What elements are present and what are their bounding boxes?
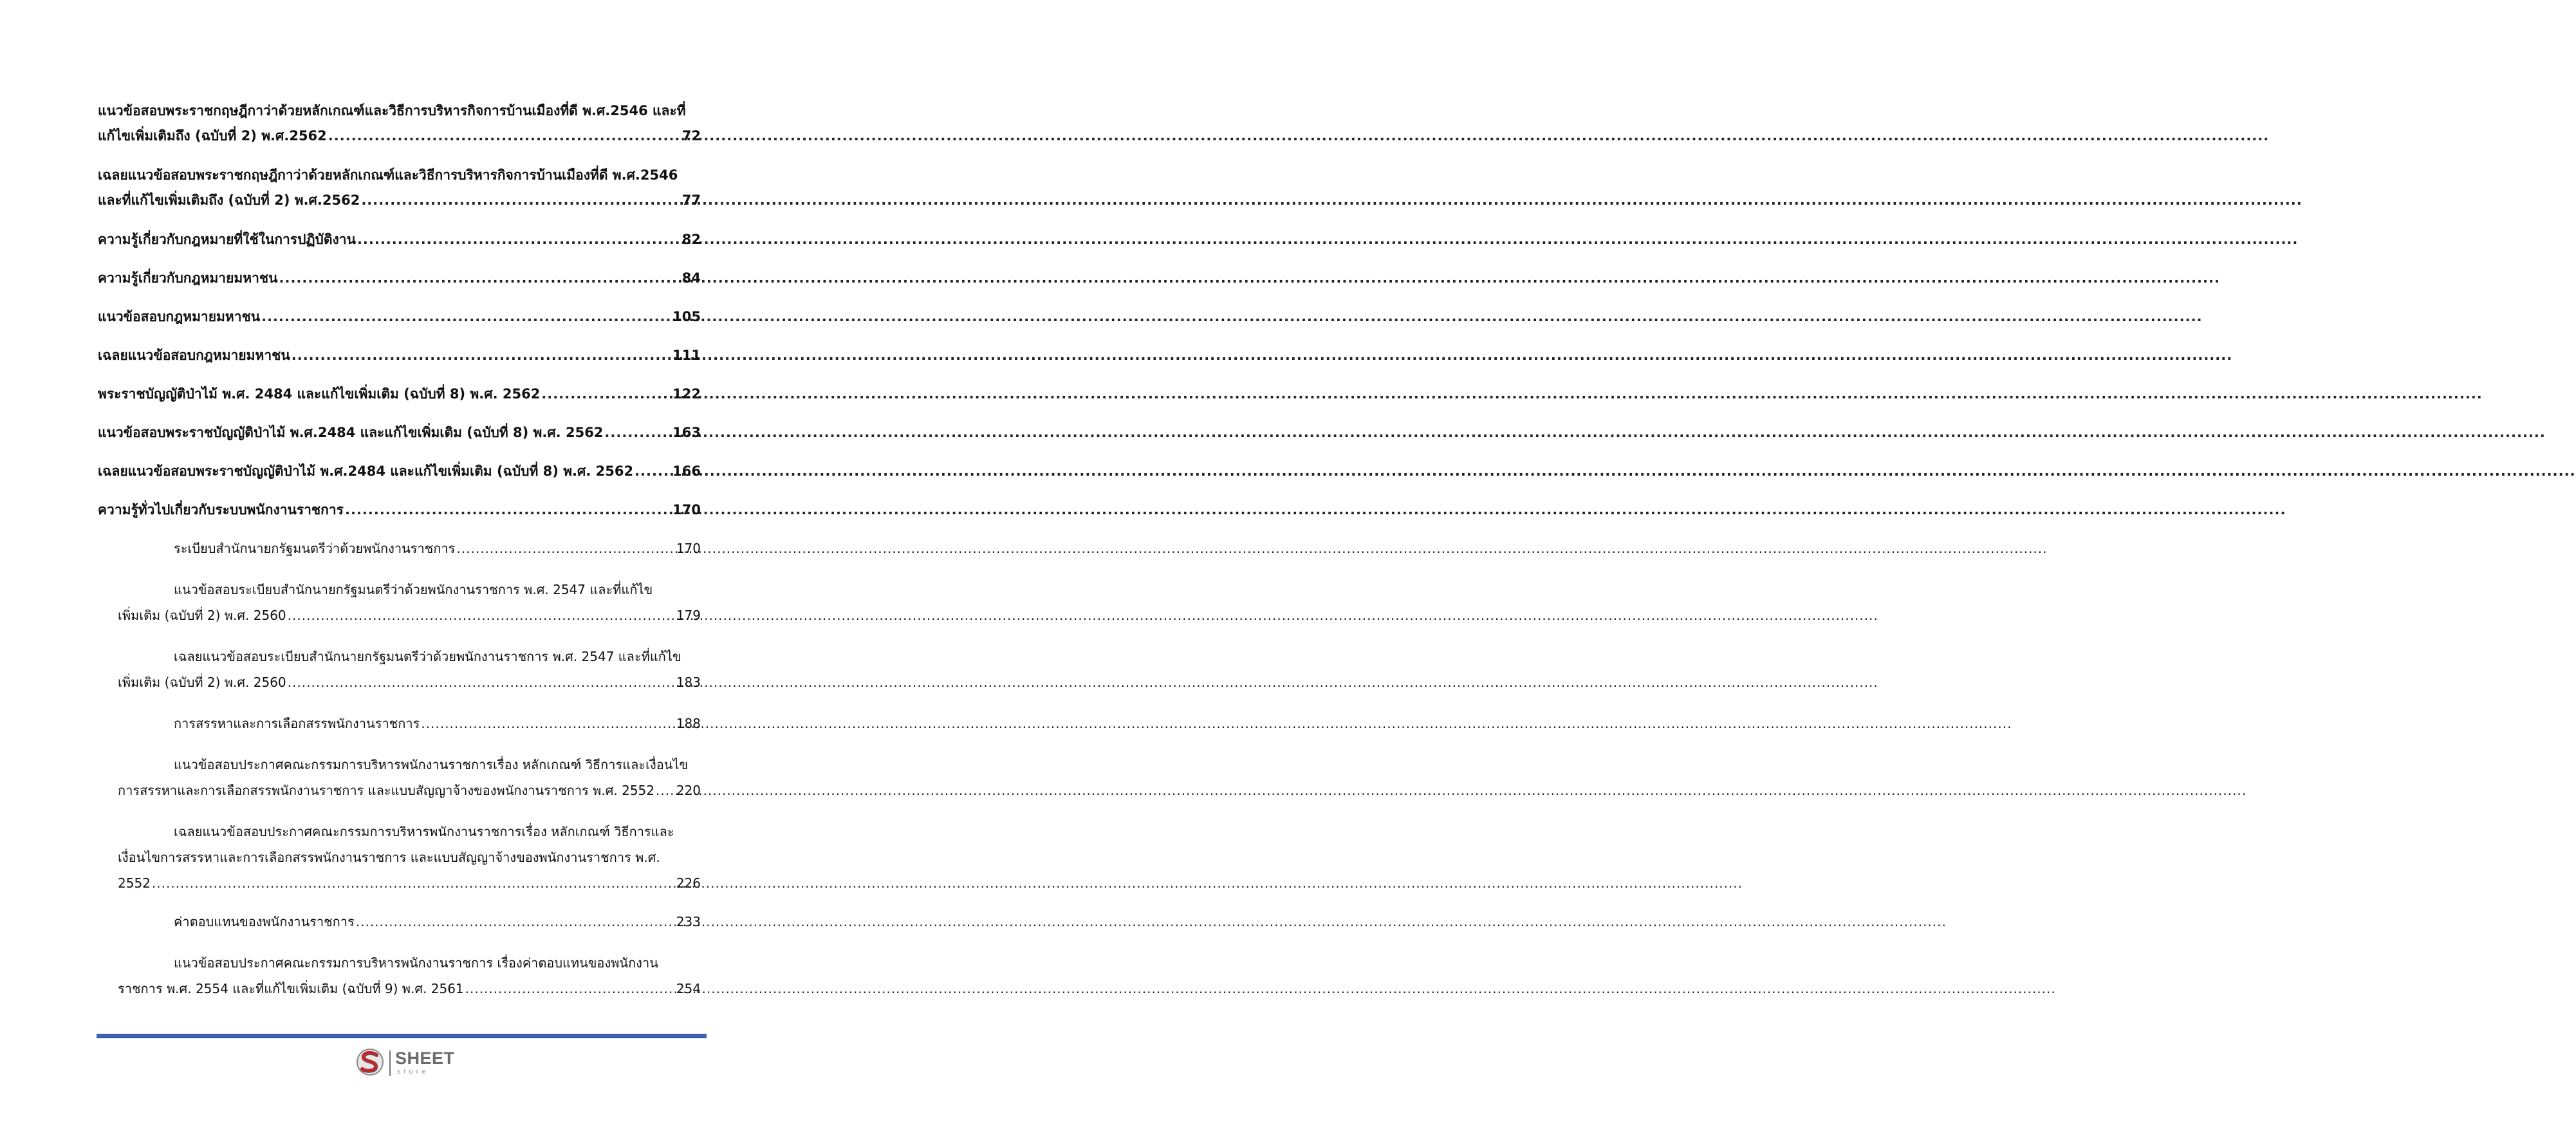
toc-entry[interactable] xyxy=(98,308,701,326)
toc-entry[interactable] xyxy=(98,385,701,403)
toc-entry-title-line: แนวข้อสอบประกาศคณะกรรมการบริหารพนักงานราชการเรื่อง หลักเกณฑ์ วิธีการและเงื่อนไข xyxy=(174,757,689,772)
toc-page-number: 84 xyxy=(681,270,701,286)
toc-entry-title-line: เฉลยแนวข้อสอบพระราชกฤษฎีกาว่าด้วยหลักเกณฑ์และวิธีการบริหารกิจการบ้านเมืองที่ดี พ.ศ.2546 xyxy=(98,167,678,183)
toc-page-number: 188 xyxy=(676,716,701,731)
toc-subentry[interactable] xyxy=(174,913,701,931)
toc-page-number: 105 xyxy=(672,309,701,324)
toc-entry-title: ระเบียบสำนักนายกรัฐมนตรีว่าด้วยพนักงานราชการ xyxy=(174,541,456,556)
toc-page-number: 163 xyxy=(672,425,701,440)
toc-page-number: 220 xyxy=(676,783,701,798)
toc-page-number: 77 xyxy=(681,192,701,208)
toc-entry-title-line: เฉลยแนวข้อสอบประกาศคณะกรรมการบริหารพนักงานราชการเรื่อง หลักเกณฑ์ วิธีการและ xyxy=(174,824,674,839)
toc-entry-title: ค่าตอบแทนของพนักงานราชการ xyxy=(174,914,355,929)
dot-leader xyxy=(465,980,675,998)
dot-leader xyxy=(152,874,675,892)
dot-leader xyxy=(292,346,671,364)
dot-leader xyxy=(356,913,675,931)
dot-leader xyxy=(288,673,675,691)
dot-leader xyxy=(288,606,675,624)
toc-entry-title: ความรู้เกี่ยวกับกฎหมายมหาชน xyxy=(98,270,278,286)
dot-leader xyxy=(421,714,674,732)
toc-entry-title: แนวข้อสอบพระราชบัญญัติป่าไม้ พ.ศ.2484 และแก้ไขเพิ่มเติม (ฉบับที่ 8) พ.ศ. 2562 xyxy=(98,425,604,440)
toc-page-number: 111 xyxy=(672,348,701,363)
dot-leader xyxy=(261,308,671,326)
toc-page-number: 226 xyxy=(676,875,701,891)
toc-entry-title-line: แนวข้อสอบพระราชกฤษฎีกาว่าด้วยหลักเกณฑ์และวิธีการบริหารกิจการบ้านเมืองที่ดี พ.ศ.2546 และที่ xyxy=(98,103,686,118)
toc-page-number: 179 xyxy=(676,608,701,623)
dot-leader xyxy=(656,781,675,799)
toc-entry-title: และที่แก้ไขเพิ่มเติมถึง (ฉบับที่ 2) พ.ศ.2562 xyxy=(98,192,360,208)
table-of-contents xyxy=(0,0,799,1129)
toc-page-number: 122 xyxy=(672,386,701,402)
toc-entry-title-line: แนวข้อสอบประกาศคณะกรรมการบริหารพนักงานราชการ เรื่องค่าตอบแทนของพนักงาน xyxy=(174,955,658,971)
toc-entry-title: แก้ไขเพิ่มเติมถึง (ฉบับที่ 2) พ.ศ.2562 xyxy=(98,128,327,144)
toc-page-number: 82 xyxy=(681,232,701,247)
toc-entry[interactable] xyxy=(98,346,701,364)
logo-word: SHEET xyxy=(395,1049,455,1068)
toc-entry-title: เพิ่มเติม (ฉบับที่ 2) พ.ศ. 2560 xyxy=(118,608,286,623)
toc-entry-title: พระราชบัญญัติป่าไม้ พ.ศ. 2484 และแก้ไขเพิ่มเติม (ฉบับที่ 8) พ.ศ. 2562 xyxy=(98,386,541,402)
dot-leader xyxy=(361,191,680,209)
logo-divider xyxy=(389,1050,391,1076)
toc-subentry[interactable] xyxy=(118,980,701,998)
dot-leader xyxy=(279,269,680,287)
toc-entry-title: เฉลยแนวข้อสอบพระราชบัญญัติป่าไม้ พ.ศ.2484 และแก้ไขเพิ่มเติม (ฉบับที่ 8) พ.ศ. 2562 xyxy=(98,463,634,479)
sheet-store-logo-icon xyxy=(355,1047,387,1077)
toc-entry[interactable] xyxy=(98,127,701,145)
footer-rule xyxy=(97,1034,707,1038)
toc-page-number: 170 xyxy=(672,502,701,518)
dot-leader xyxy=(328,127,681,145)
toc-subentry[interactable] xyxy=(118,874,701,892)
toc-entry[interactable] xyxy=(98,501,701,519)
toc-entry[interactable] xyxy=(98,462,701,480)
toc-page-number: 183 xyxy=(676,675,701,690)
toc-entry-title: ราชการ พ.ศ. 2554 และที่แก้ไขเพิ่มเติม (ฉบับที่ 9) พ.ศ. 2561 xyxy=(118,981,464,996)
dot-leader xyxy=(456,539,674,557)
toc-subentry[interactable] xyxy=(174,539,701,557)
toc-entry-title: 2552 xyxy=(118,875,151,891)
toc-entry-title-line: เงื่อนไขการสรรหาและการเลือกสรรพนักงานราชการ และแบบสัญญาจ้างของพนักงานราชการ พ.ศ. xyxy=(118,850,660,865)
toc-subentry[interactable] xyxy=(118,781,701,799)
logo-subtext: store xyxy=(397,1068,429,1076)
toc-entry[interactable] xyxy=(98,269,701,287)
toc-entry-title: เฉลยแนวข้อสอบกฎหมายมหาชน xyxy=(98,348,290,363)
toc-entry-title-line: เฉลยแนวข้อสอบระเบียบสำนักนายกรัฐมนตรีว่าด้วยพนักงานราชการ พ.ศ. 2547 และที่แก้ไข xyxy=(174,649,681,664)
toc-entry-title: การสรรหาและการเลือกสรรพนักงานราชการ และแบบสัญญาจ้างของพนักงานราชการ พ.ศ. 2552 xyxy=(118,783,655,798)
toc-entry-title: การสรรหาและการเลือกสรรพนักงานราชการ xyxy=(174,716,420,731)
toc-entry[interactable] xyxy=(98,230,701,248)
toc-page-number: 170 xyxy=(676,541,701,556)
toc-subentry[interactable] xyxy=(118,606,701,624)
toc-entry[interactable] xyxy=(98,424,701,442)
toc-entry-title: ความรู้เกี่ยวกับกฎหมายที่ใช้ในการปฏิบัติงาน xyxy=(98,232,356,247)
toc-subentry[interactable] xyxy=(118,673,701,691)
dot-leader xyxy=(357,230,681,248)
dot-leader xyxy=(541,385,671,403)
dot-leader xyxy=(345,501,671,519)
toc-page-number: 254 xyxy=(676,981,701,996)
toc-entry-title: เพิ่มเติม (ฉบับที่ 2) พ.ศ. 2560 xyxy=(118,675,286,690)
toc-page-number: 166 xyxy=(672,463,701,479)
dot-leader xyxy=(604,424,671,442)
toc-entry-title: ความรู้ทั่วไปเกี่ยวกับระบบพนักงานราชการ xyxy=(98,502,344,518)
toc-subentry[interactable] xyxy=(174,714,701,732)
toc-entry-title-line: แนวข้อสอบระเบียบสำนักนายกรัฐมนตรีว่าด้วยพนักงานราชการ พ.ศ. 2547 และที่แก้ไข xyxy=(174,582,653,597)
dot-leader xyxy=(635,462,671,480)
toc-page-number: 233 xyxy=(676,914,701,929)
toc-entry[interactable] xyxy=(98,191,701,209)
toc-page-number: 72 xyxy=(681,128,701,144)
toc-entry-title: แนวข้อสอบกฎหมายมหาชน xyxy=(98,309,261,324)
